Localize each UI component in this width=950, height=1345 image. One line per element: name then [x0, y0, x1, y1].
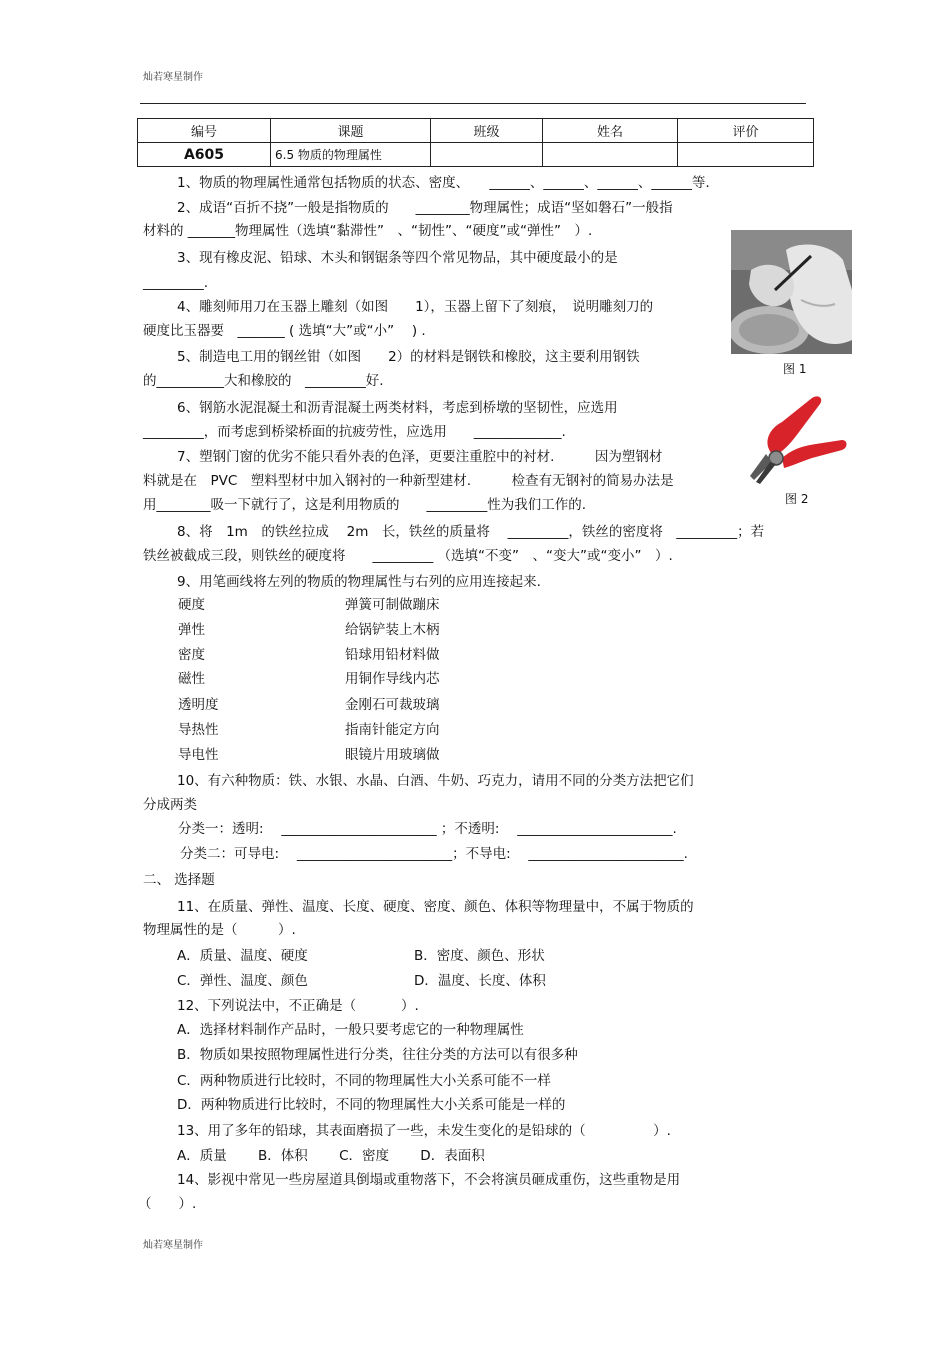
- q6-text-cont: _________，而考虑到桥梁桥面的抗疲劳性，应选用 _____________.: [143, 424, 566, 440]
- header-cell-name: 姓名: [543, 119, 678, 143]
- q14-text-cont: （ ）.: [138, 1196, 197, 1212]
- application-diamond-cut-glass: 金刚石可裁玻璃: [345, 697, 440, 713]
- q3-answer-blank: _________.: [143, 275, 209, 291]
- info-table: [137, 118, 814, 167]
- q14-text: 14、影视中常见一些房屋道具倒塌或重物落下，不会将演员砸成重伤，这些重物是用: [177, 1172, 681, 1188]
- page-header: 灿若寒星制作: [143, 72, 203, 83]
- q5-text: 5、制造电工用的钢丝钳（如图 2）的材料是钢铁和橡胶，这主要利用钢铁: [177, 349, 640, 365]
- q2-text-cont: 材料的 _______物理属性（选填“黏滞性” 、“韧性”、“硬度”或“弹性” ）.: [143, 223, 593, 239]
- q11-option-c: C．弹性、温度、颜色: [177, 973, 308, 989]
- q12-option-c: C．两种物质进行比较时，不同的物理属性大小关系可能不一样: [177, 1073, 551, 1089]
- q12-option-d: D．两种物质进行比较时，不同的物理属性大小关系可能是一样的: [177, 1097, 566, 1113]
- header-rule: [140, 103, 806, 104]
- application-lead-ball: 铅球用铅材料做: [345, 647, 440, 663]
- section-2-title: 二、 选择题: [143, 872, 215, 888]
- q7-text-cont2: 用________吸一下就行了，这是利用物质的 _________性为我们工作的.: [143, 497, 587, 513]
- q7-text: 7、塑钢门窗的优劣不能只看外表的色泽，更要注重腔中的衬材. 因为塑钢材: [177, 449, 663, 465]
- q3-text: 3、现有橡皮泥、铅球、木头和钢锯条等四个常见物品，其中硬度最小的是: [177, 250, 618, 266]
- page-footer: 灿若寒星制作: [143, 1240, 203, 1251]
- q10-text: 10、有六种物质：铁、水银、水晶、白酒、牛奶、巧克力，请用不同的分类方法把它们: [177, 773, 694, 789]
- q10-classification-1: 分类一：透明: _______________________ ；不透明: _______________________.: [178, 821, 677, 837]
- header-cell-number: 编号: [138, 119, 271, 143]
- info-table-header-row: [138, 119, 814, 143]
- application-wooden-handle: 给锅铲装上木柄: [345, 622, 440, 638]
- property-hardness: 硬度: [178, 597, 205, 613]
- value-cell-number: A605: [138, 143, 271, 167]
- q7-text-cont: 料就是在 PVC 塑料型材中加入钢衬的一种新型建材. 检查有无钢衬的简易办法是: [143, 473, 674, 489]
- property-transparency: 透明度: [178, 697, 219, 713]
- figure-1-caption: 图 1: [783, 362, 807, 376]
- q11-option-a: A．质量、温度、硬度: [177, 948, 308, 964]
- carving-hands-photo-icon: [731, 230, 852, 354]
- property-density: 密度: [178, 647, 205, 663]
- value-cell-name[interactable]: [543, 143, 678, 167]
- q10-text-cont: 分成两类: [143, 797, 197, 813]
- q13-options: A．质量 B．体积 C．密度 D．表面积: [177, 1148, 485, 1164]
- application-glass-lens: 眼镜片用玻璃做: [345, 747, 440, 763]
- value-cell-class[interactable]: [431, 143, 543, 167]
- q6-text: 6、钢筋水泥混凝土和沥青混凝土两类材料，考虑到桥墩的坚韧性，应选用: [177, 400, 618, 416]
- q4-text-cont: 硬度比玉器要 _______ ( 选填“大”或“小” ) .: [143, 323, 426, 339]
- application-trampoline: 弹簧可制做蹦床: [345, 597, 440, 613]
- header-cell-topic: 课题: [271, 119, 431, 143]
- application-compass: 指南针能定方向: [345, 722, 440, 738]
- info-table-value-row: [138, 143, 814, 167]
- q9-text: 9、用笔画线将左列的物质的物理属性与右列的应用连接起来.: [177, 574, 541, 590]
- figure-2-caption: 图 2: [785, 492, 809, 506]
- q10-classification-2: 分类二：可导电: _______________________；不导电: _______________________.: [180, 846, 688, 862]
- property-electrical-conductivity: 导电性: [178, 747, 219, 763]
- header-cell-evaluation: 评价: [678, 119, 814, 143]
- q8-text-cont: 铁丝被截成三段，则铁丝的硬度将 _________ （选填“不变” 、“变大”或“变小” ）.: [143, 548, 673, 564]
- q13-text: 13、用了多年的铅球，其表面磨损了一些，未发生变化的是铅球的（ ）.: [177, 1123, 671, 1139]
- value-cell-topic: 6.5 物质的物理属性: [271, 143, 431, 167]
- q12-option-a: A．选择材料制作产品时，一般只要考虑它的一种物理属性: [177, 1022, 524, 1038]
- q11-text-cont: 物理属性的是（ ）.: [143, 922, 296, 938]
- header-cell-class: 班级: [431, 119, 543, 143]
- q1-text: 1、物质的物理属性通常包括物质的状态、密度、 ______、______、______、______等.: [177, 175, 710, 191]
- q2-text: 2、成语“百折不挠”一般是指物质的 ________物理属性；成语“坚如磐石”一般指: [177, 200, 673, 216]
- property-elasticity: 弹性: [178, 622, 205, 638]
- q11-option-d: D．温度、长度、体积: [414, 973, 546, 989]
- q8-text: 8、将 1m 的铁丝拉成 2m 长，铁丝的质量将 _________，铁丝的密度将 _________；若: [177, 524, 765, 540]
- q11-option-b: B．密度、颜色、形状: [414, 948, 545, 964]
- application-copper-wire: 用铜作导线内芯: [345, 671, 440, 687]
- value-cell-evaluation[interactable]: [678, 143, 814, 167]
- q4-text: 4、雕刻师用刀在玉器上雕刻（如图 1），玉器上留下了刻痕， 说明雕刻刀的: [177, 299, 654, 315]
- wire-pliers-photo-icon: [742, 392, 850, 484]
- q12-text: 12、下列说法中，不正确是（ ）.: [177, 998, 419, 1014]
- q12-option-b: B．物质如果按照物理属性进行分类，往往分类的方法可以有很多种: [177, 1047, 578, 1063]
- q5-text-cont: 的__________大和橡胶的 _________好.: [143, 373, 384, 389]
- q11-text: 11、在质量、弹性、温度、长度、硬度、密度、颜色、体积等物理量中，不属于物质的: [177, 899, 694, 915]
- property-magnetism: 磁性: [178, 671, 205, 687]
- property-thermal-conductivity: 导热性: [178, 722, 219, 738]
